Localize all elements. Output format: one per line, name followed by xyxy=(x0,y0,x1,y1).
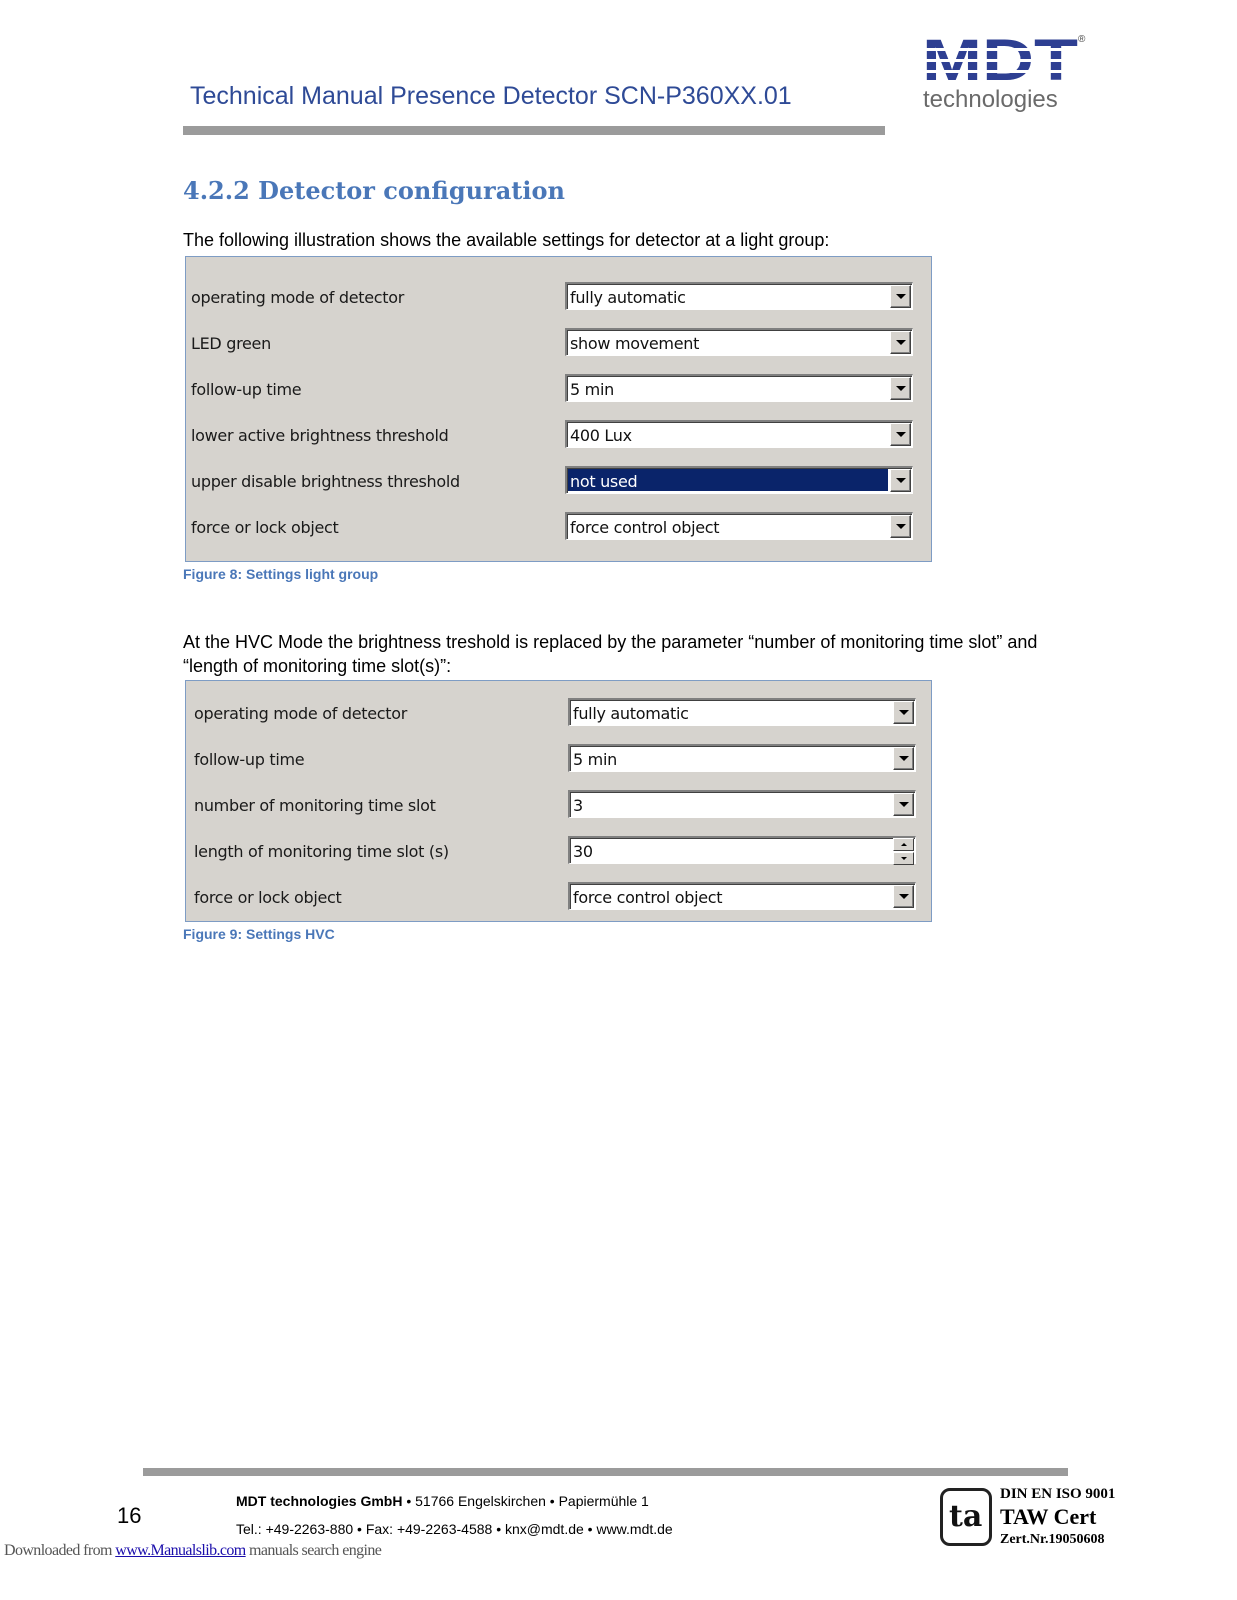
param-label: lower active brightness threshold xyxy=(191,426,449,445)
dropdown-value: 5 min xyxy=(573,750,617,769)
iso-certificate-badge xyxy=(940,1484,1130,1554)
operating-mode-dropdown[interactable] xyxy=(568,698,916,726)
param-label: force or lock object xyxy=(191,518,339,537)
dropdown-value: 5 min xyxy=(570,380,614,399)
dropdown-value: force control object xyxy=(573,888,723,907)
downloaded-from-notice: Downloaded from www.Manualslib.com manuals search engine xyxy=(4,1542,382,1559)
page-number: 16 xyxy=(117,1503,142,1528)
force-lock-object-dropdown[interactable] xyxy=(568,882,916,910)
footer-address-line xyxy=(236,1493,649,1509)
settings-light-group-panel xyxy=(185,256,932,562)
param-row xyxy=(186,512,931,542)
logo-subtitle: technologies xyxy=(923,86,1058,113)
spin-down-icon[interactable] xyxy=(893,852,914,865)
param-row xyxy=(186,744,931,774)
dropdown-value: 400 Lux xyxy=(570,426,632,445)
cert-issuer: TAW Cert xyxy=(1000,1504,1097,1529)
monitoring-time-slot-count-dropdown[interactable] xyxy=(568,790,916,818)
spinner xyxy=(893,838,914,865)
param-row xyxy=(186,282,931,312)
dropdown-value: show movement xyxy=(570,334,700,353)
taw-cert-logo-icon: ta xyxy=(940,1488,992,1546)
manualslib-link[interactable]: www.Manualslib.com xyxy=(115,1542,246,1559)
mdt-logo-mark xyxy=(922,34,1082,84)
dropdown-value: fully automatic xyxy=(573,704,689,723)
dropdown-arrow-icon[interactable] xyxy=(893,747,914,770)
param-label: operating mode of detector xyxy=(191,288,404,307)
dropdown-arrow-icon[interactable] xyxy=(890,285,911,308)
param-row xyxy=(186,328,931,358)
cert-number: Zert.Nr.19050608 xyxy=(1000,1532,1105,1547)
cert-standard: DIN EN ISO 9001 xyxy=(1000,1486,1116,1502)
param-row xyxy=(186,882,931,912)
hvc-paragraph: At the HVC Mode the brightness treshold is replaced by the parameter “number of monitoring time slot” and “length of monitoring time slot(s)”: xyxy=(183,632,1038,676)
param-row xyxy=(186,698,931,728)
company-address: • 51766 Engelskirchen • Papiermühle 1 xyxy=(402,1493,649,1509)
param-label: number of monitoring time slot xyxy=(194,796,436,815)
dropdown-value: fully automatic xyxy=(570,288,686,307)
dropdown-arrow-icon[interactable] xyxy=(890,469,911,492)
dropdown-arrow-icon[interactable] xyxy=(893,701,914,724)
dropdown-arrow-icon[interactable] xyxy=(890,423,911,446)
force-lock-object-dropdown[interactable] xyxy=(565,512,913,540)
operating-mode-dropdown[interactable] xyxy=(565,282,913,310)
dropdown-value: force control object xyxy=(570,518,720,537)
monitoring-time-slot-length-spinbox[interactable] xyxy=(568,836,916,864)
param-label: follow-up time xyxy=(194,750,305,769)
lower-brightness-threshold-dropdown[interactable] xyxy=(565,420,913,448)
param-label: LED green xyxy=(191,334,271,353)
follow-up-time-dropdown[interactable] xyxy=(565,374,913,402)
spinbox-value: 30 xyxy=(573,842,593,861)
param-row xyxy=(186,420,931,450)
param-label: upper disable brightness threshold xyxy=(191,472,460,491)
param-label: force or lock object xyxy=(194,888,342,907)
intro-paragraph: The following illustration shows the available settings for detector at a light group: xyxy=(183,230,830,250)
header-rule xyxy=(183,126,885,135)
dropdown-arrow-icon[interactable] xyxy=(893,793,914,816)
dropdown-arrow-icon[interactable] xyxy=(890,331,911,354)
follow-up-time-dropdown[interactable] xyxy=(568,744,916,772)
document-title: Technical Manual Presence Detector SCN-P360XX.01 xyxy=(190,82,792,110)
settings-hvc-panel xyxy=(185,680,932,922)
param-label: operating mode of detector xyxy=(194,704,407,723)
figure-8-caption: Figure 8: Settings light group xyxy=(183,566,379,582)
footer-contact-line: Tel.: +49-2263-880 • Fax: +49-2263-4588 • knx@mdt.de • www.mdt.de xyxy=(236,1521,673,1537)
dropdown-value: 3 xyxy=(573,796,583,815)
param-row xyxy=(186,466,931,496)
company-name: MDT technologies GmbH xyxy=(236,1493,403,1509)
dropdown-value: not used xyxy=(570,472,638,491)
spin-up-icon[interactable] xyxy=(893,838,914,851)
param-row xyxy=(186,836,931,866)
dropdown-arrow-icon[interactable] xyxy=(890,515,911,538)
dropdown-arrow-icon[interactable] xyxy=(893,885,914,908)
param-label: follow-up time xyxy=(191,380,302,399)
mdt-logo xyxy=(920,34,1090,116)
section-heading: 4.2.2 Detector configuration xyxy=(183,176,565,205)
param-row xyxy=(186,374,931,404)
dropdown-arrow-icon[interactable] xyxy=(890,377,911,400)
upper-brightness-threshold-dropdown[interactable] xyxy=(565,466,913,494)
footer-rule xyxy=(143,1468,1068,1476)
param-row xyxy=(186,790,931,820)
registered-mark: ® xyxy=(1078,34,1086,45)
led-green-dropdown[interactable] xyxy=(565,328,913,356)
param-label: length of monitoring time slot (s) xyxy=(194,842,449,861)
figure-9-caption: Figure 9: Settings HVC xyxy=(183,926,335,942)
